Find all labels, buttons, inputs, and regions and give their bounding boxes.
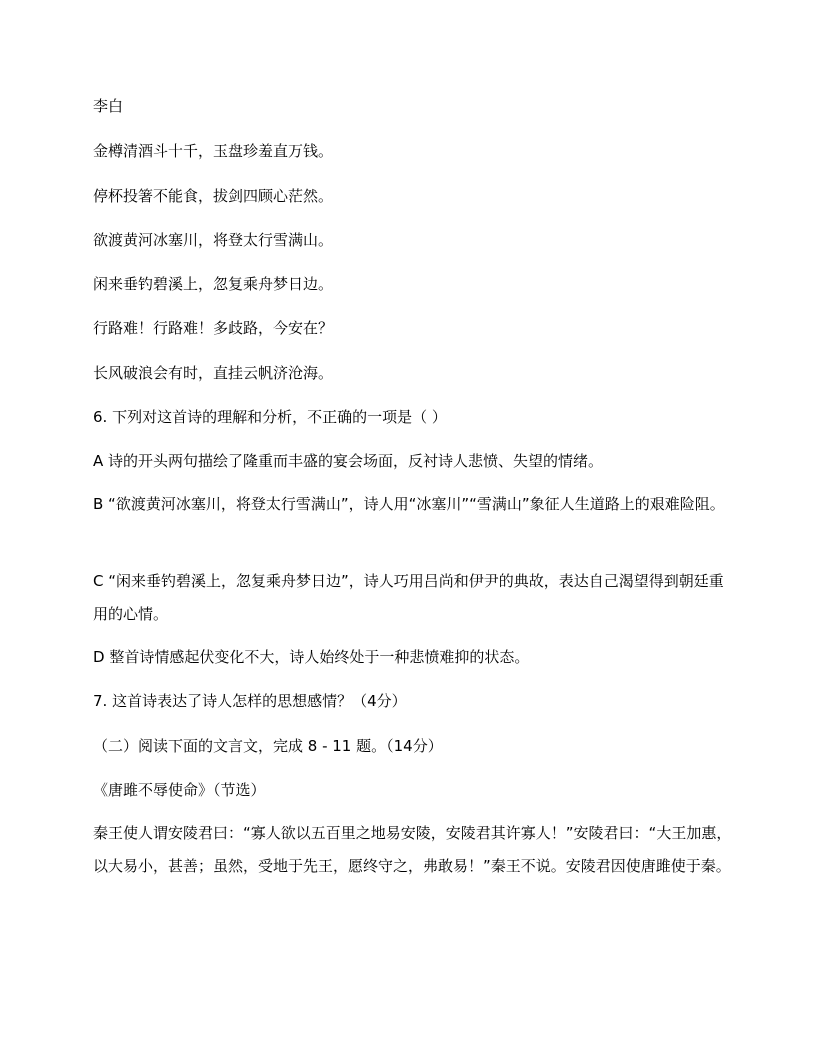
- passage-title: 《唐雎不辱使命》（节选）: [93, 781, 266, 799]
- question-6-option-a: A 诗的开头两句描绘了隆重而丰盛的宴会场面，反衬诗人悲愤、失望的情绪。: [93, 452, 604, 470]
- poem-line-1: 金樽清酒斗十千，玉盘珍羞直万钱。: [93, 142, 334, 160]
- passage-text: 秦王使人谓安陵君曰：“寡人欲以五百里之地易安陵，安陵君其许寡人！”安陵君曰：“大王加惠，以大易小，甚善；虽然，受地于先王，愿终守之，弗敢易！”秦王不说。安陵君因使唐雎使于秦。: [93, 824, 732, 875]
- poem-line-4: 闲来垂钓碧溪上，忽复乘舟梦日边。: [93, 275, 334, 293]
- question-6-option-b: B “欲渡黄河冰塞川，将登太行雪满山”，诗人用“冰塞川”“雪满山”象征人生道路上的艰难险阻。: [93, 495, 725, 513]
- section-2-heading: （二）阅读下面的文言文，完成 8 - 11 题。（14分）: [93, 737, 443, 755]
- question-7: 7. 这首诗表达了诗人怎样的思想感情？（4分）: [93, 692, 407, 710]
- poem-line-6: 长风破浪会有时，直挂云帆济沧海。: [93, 364, 334, 382]
- poem-author: 李白: [93, 97, 124, 115]
- question-6-stem: 6. 下列对这首诗的理解和分析，不正确的一项是（ ）: [93, 408, 447, 426]
- poem-line-5: 行路难！行路难！多歧路，今安在？: [93, 319, 334, 337]
- question-6-option-c: C “闲来垂钓碧溪上，忽复乘舟梦日边”，诗人巧用吕尚和伊尹的典故，表达自己渴望得到朝廷重用的心情。: [93, 572, 724, 623]
- question-6-option-d: D 整首诗情感起伏变化不大，诗人始终处于一种悲愤难抑的状态。: [93, 648, 530, 666]
- poem-line-2: 停杯投箸不能食，拔剑四顾心茫然。: [93, 187, 334, 205]
- poem-line-3: 欲渡黄河冰塞川，将登太行雪满山。: [93, 231, 334, 249]
